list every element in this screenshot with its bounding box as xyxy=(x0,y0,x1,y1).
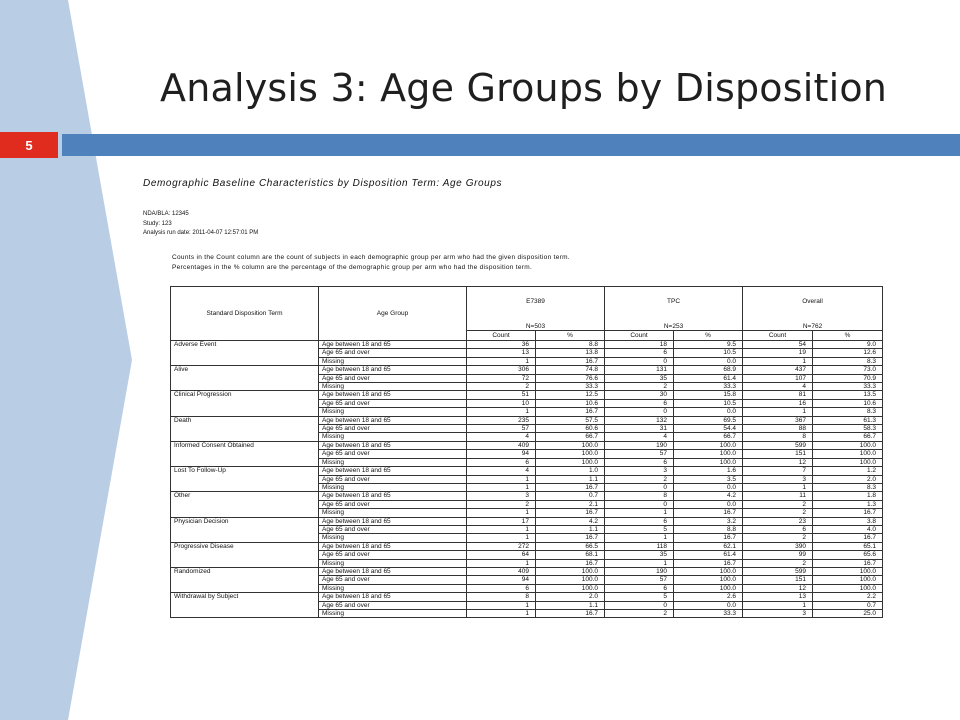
percent-cell: 0.7 xyxy=(536,492,605,500)
percent-cell: 74.8 xyxy=(536,366,605,374)
count-cell: 1 xyxy=(467,483,536,491)
count-cell: 57 xyxy=(605,576,674,584)
percent-cell: 100.0 xyxy=(536,584,605,592)
disposition-term-cell: Lost To Follow-Up xyxy=(171,467,319,492)
percent-cell: 0.0 xyxy=(674,601,743,609)
count-cell: 1 xyxy=(467,601,536,609)
age-group-cell: Age 65 and over xyxy=(319,450,467,458)
count-cell: 6 xyxy=(467,584,536,592)
count-cell: 81 xyxy=(743,391,813,399)
percent-cell: 54.4 xyxy=(674,425,743,433)
percent-cell: 100.0 xyxy=(813,567,883,575)
age-group-cell: Missing xyxy=(319,559,467,567)
age-group-cell: Age between 18 and 65 xyxy=(319,416,467,424)
count-cell: 88 xyxy=(743,425,813,433)
table-row xyxy=(171,467,883,475)
percent-cell: 66.7 xyxy=(813,433,883,441)
percent-cell: 0.7 xyxy=(813,601,883,609)
table-row xyxy=(171,567,883,575)
age-group-cell: Age 65 and over xyxy=(319,399,467,407)
percent-cell: 13.5 xyxy=(813,391,883,399)
percent-cell: 16.7 xyxy=(536,534,605,542)
count-cell: 1 xyxy=(605,559,674,567)
percent-cell: 8.3 xyxy=(813,408,883,416)
percent-cell: 68.9 xyxy=(674,366,743,374)
percent-cell: 3.8 xyxy=(813,517,883,525)
header-count: Count xyxy=(743,331,813,341)
age-group-cell: Age between 18 and 65 xyxy=(319,341,467,349)
count-cell: 367 xyxy=(743,416,813,424)
disposition-term-cell: Clinical Progression xyxy=(171,391,319,416)
percent-cell: 69.5 xyxy=(674,416,743,424)
percent-cell: 66.7 xyxy=(674,433,743,441)
age-group-cell: Age between 18 and 65 xyxy=(319,366,467,374)
header-arm-name: Overall xyxy=(743,287,883,317)
disposition-term-cell: Alive xyxy=(171,366,319,391)
count-cell: 151 xyxy=(743,576,813,584)
count-cell: 132 xyxy=(605,416,674,424)
report-notes xyxy=(172,253,570,273)
count-cell: 437 xyxy=(743,366,813,374)
count-cell: 6 xyxy=(605,517,674,525)
count-cell: 7 xyxy=(743,467,813,475)
percent-cell: 8.8 xyxy=(674,525,743,533)
disposition-term-cell: Other xyxy=(171,492,319,517)
count-cell: 8 xyxy=(743,433,813,441)
percent-cell: 3.5 xyxy=(674,475,743,483)
percent-cell: 9.5 xyxy=(674,341,743,349)
percent-cell: 16.7 xyxy=(536,610,605,618)
count-cell: 599 xyxy=(743,567,813,575)
header-arm-n: N=503 xyxy=(467,317,605,331)
count-cell: 2 xyxy=(605,475,674,483)
count-cell: 3 xyxy=(743,475,813,483)
percent-cell: 16.7 xyxy=(813,534,883,542)
percent-cell: 70.9 xyxy=(813,374,883,382)
disposition-term-cell: Withdrawal by Subject xyxy=(171,593,319,618)
percent-cell: 100.0 xyxy=(813,441,883,449)
percent-cell: 12.5 xyxy=(536,391,605,399)
slide-title: Analysis 3: Age Groups by Disposition xyxy=(160,66,888,110)
percent-cell: 100.0 xyxy=(536,576,605,584)
age-group-cell: Missing xyxy=(319,458,467,466)
count-cell: 72 xyxy=(467,374,536,382)
count-cell: 57 xyxy=(605,450,674,458)
percent-cell: 61.3 xyxy=(813,416,883,424)
age-group-cell: Age between 18 and 65 xyxy=(319,542,467,550)
count-cell: 54 xyxy=(743,341,813,349)
percent-cell: 4.0 xyxy=(813,525,883,533)
count-cell: 35 xyxy=(605,551,674,559)
count-cell: 36 xyxy=(467,341,536,349)
age-group-cell: Age between 18 and 65 xyxy=(319,492,467,500)
count-cell: 6 xyxy=(605,458,674,466)
percent-cell: 16.7 xyxy=(536,408,605,416)
age-group-cell: Age 65 and over xyxy=(319,551,467,559)
percent-cell: 0.0 xyxy=(674,357,743,365)
count-cell: 3 xyxy=(605,467,674,475)
percent-cell: 16.7 xyxy=(813,559,883,567)
percent-cell: 2.1 xyxy=(536,500,605,508)
percent-cell: 0.0 xyxy=(674,483,743,491)
percent-cell: 15.8 xyxy=(674,391,743,399)
percent-cell: 10.6 xyxy=(536,399,605,407)
age-group-cell: Missing xyxy=(319,483,467,491)
count-cell: 35 xyxy=(605,374,674,382)
age-group-cell: Missing xyxy=(319,433,467,441)
percent-cell: 1.0 xyxy=(536,467,605,475)
header-arm-n: N=253 xyxy=(605,317,743,331)
count-cell: 107 xyxy=(743,374,813,382)
age-group-cell: Missing xyxy=(319,408,467,416)
count-cell: 409 xyxy=(467,567,536,575)
table-row xyxy=(171,416,883,424)
count-cell: 64 xyxy=(467,551,536,559)
header-arm-name: E7389 xyxy=(467,287,605,317)
age-group-cell: Age 65 and over xyxy=(319,374,467,382)
percent-cell: 1.1 xyxy=(536,475,605,483)
table-row xyxy=(171,391,883,399)
percent-cell: 2.0 xyxy=(813,475,883,483)
count-cell: 2 xyxy=(743,534,813,542)
count-cell: 18 xyxy=(605,341,674,349)
table-row xyxy=(171,366,883,374)
count-cell: 4 xyxy=(743,383,813,391)
percent-cell: 66.7 xyxy=(536,433,605,441)
left-decorative-shape xyxy=(0,0,140,720)
count-cell: 1 xyxy=(467,357,536,365)
percent-cell: 16.7 xyxy=(536,509,605,517)
count-cell: 1 xyxy=(467,534,536,542)
count-cell: 118 xyxy=(605,542,674,550)
percent-cell: 100.0 xyxy=(674,450,743,458)
age-group-cell: Missing xyxy=(319,383,467,391)
percent-cell: 8.3 xyxy=(813,357,883,365)
age-group-cell: Missing xyxy=(319,584,467,592)
header-count: Count xyxy=(605,331,674,341)
percent-cell: 33.3 xyxy=(536,383,605,391)
count-cell: 0 xyxy=(605,500,674,508)
count-cell: 151 xyxy=(743,450,813,458)
percent-cell: 100.0 xyxy=(536,458,605,466)
count-cell: 23 xyxy=(743,517,813,525)
count-cell: 1 xyxy=(605,509,674,517)
age-group-cell: Age 65 and over xyxy=(319,601,467,609)
count-cell: 1 xyxy=(467,509,536,517)
report-title: Demographic Baseline Characteristics by Disposition Term: Age Groups xyxy=(143,178,503,189)
table-row xyxy=(171,593,883,601)
disposition-term-cell: Adverse Event xyxy=(171,341,319,366)
percent-cell: 1.6 xyxy=(674,467,743,475)
title-underline-bar xyxy=(62,134,960,156)
percent-cell: 76.6 xyxy=(536,374,605,382)
count-cell: 390 xyxy=(743,542,813,550)
percent-cell: 100.0 xyxy=(813,576,883,584)
count-cell: 272 xyxy=(467,542,536,550)
header-count: Count xyxy=(467,331,536,341)
percent-cell: 8.3 xyxy=(813,483,883,491)
percent-cell: 58.3 xyxy=(813,425,883,433)
percent-cell: 61.4 xyxy=(674,551,743,559)
count-cell: 2 xyxy=(743,509,813,517)
header-arm-name: TPC xyxy=(605,287,743,317)
age-group-cell: Age between 18 and 65 xyxy=(319,467,467,475)
percent-cell: 100.0 xyxy=(674,441,743,449)
count-cell: 16 xyxy=(743,399,813,407)
percent-cell: 13.8 xyxy=(536,349,605,357)
count-cell: 2 xyxy=(743,500,813,508)
age-group-cell: Age 65 and over xyxy=(319,525,467,533)
count-cell: 1 xyxy=(467,475,536,483)
count-cell: 1 xyxy=(467,559,536,567)
count-cell: 599 xyxy=(743,441,813,449)
count-cell: 0 xyxy=(605,357,674,365)
count-cell: 4 xyxy=(467,467,536,475)
count-cell: 31 xyxy=(605,425,674,433)
count-cell: 0 xyxy=(605,483,674,491)
percent-cell: 100.0 xyxy=(813,584,883,592)
count-cell: 235 xyxy=(467,416,536,424)
header-term: Standard Disposition Term xyxy=(171,287,319,341)
percent-cell: 2.0 xyxy=(536,593,605,601)
header-age-group: Age Group xyxy=(319,287,467,341)
meta-nda: NDA/BLA: 12345 xyxy=(143,211,189,217)
percent-cell: 8.8 xyxy=(536,341,605,349)
count-cell: 1 xyxy=(467,408,536,416)
percent-cell: 33.3 xyxy=(674,383,743,391)
percent-cell: 73.0 xyxy=(813,366,883,374)
count-cell: 6 xyxy=(605,584,674,592)
header-percent: % xyxy=(813,331,883,341)
percent-cell: 10.6 xyxy=(813,399,883,407)
count-cell: 190 xyxy=(605,567,674,575)
table-row xyxy=(171,542,883,550)
percent-cell: 62.1 xyxy=(674,542,743,550)
count-cell: 13 xyxy=(467,349,536,357)
count-cell: 30 xyxy=(605,391,674,399)
age-group-cell: Age 65 and over xyxy=(319,576,467,584)
count-cell: 1 xyxy=(467,610,536,618)
count-cell: 409 xyxy=(467,441,536,449)
count-cell: 131 xyxy=(605,366,674,374)
percent-cell: 1.1 xyxy=(536,601,605,609)
age-group-cell: Age between 18 and 65 xyxy=(319,441,467,449)
percent-cell: 3.2 xyxy=(674,517,743,525)
age-group-cell: Missing xyxy=(319,610,467,618)
meta-run-date: Analysis run date: 2011-04-07 12:57:01 PM xyxy=(143,230,259,236)
percent-cell: 1.2 xyxy=(813,467,883,475)
percent-cell: 1.1 xyxy=(536,525,605,533)
age-group-cell: Age 65 and over xyxy=(319,500,467,508)
page-number-badge: 5 xyxy=(0,132,58,158)
percent-cell: 61.4 xyxy=(674,374,743,382)
percent-cell: 65.6 xyxy=(813,551,883,559)
count-cell: 94 xyxy=(467,576,536,584)
age-group-cell: Age between 18 and 65 xyxy=(319,567,467,575)
age-group-cell: Age 65 and over xyxy=(319,349,467,357)
report-meta xyxy=(143,210,258,239)
disposition-term-cell: Informed Consent Obtained xyxy=(171,441,319,466)
age-group-cell: Missing xyxy=(319,357,467,365)
percent-cell: 100.0 xyxy=(674,584,743,592)
count-cell: 12 xyxy=(743,458,813,466)
percent-cell: 66.5 xyxy=(536,542,605,550)
count-cell: 99 xyxy=(743,551,813,559)
percent-cell: 60.6 xyxy=(536,425,605,433)
count-cell: 2 xyxy=(467,500,536,508)
percent-cell: 16.7 xyxy=(536,483,605,491)
count-cell: 2 xyxy=(743,559,813,567)
count-cell: 11 xyxy=(743,492,813,500)
count-cell: 17 xyxy=(467,517,536,525)
count-cell: 1 xyxy=(743,483,813,491)
count-cell: 51 xyxy=(467,391,536,399)
count-cell: 57 xyxy=(467,425,536,433)
count-cell: 1 xyxy=(467,525,536,533)
count-cell: 94 xyxy=(467,450,536,458)
percent-cell: 100.0 xyxy=(674,576,743,584)
count-cell: 2 xyxy=(605,383,674,391)
percent-cell: 10.5 xyxy=(674,349,743,357)
percent-cell: 16.7 xyxy=(536,357,605,365)
percent-cell: 25.0 xyxy=(813,610,883,618)
count-cell: 4 xyxy=(605,433,674,441)
percent-cell: 4.2 xyxy=(536,517,605,525)
disposition-term-cell: Death xyxy=(171,416,319,441)
table-row xyxy=(171,492,883,500)
count-cell: 3 xyxy=(743,610,813,618)
count-cell: 1 xyxy=(743,408,813,416)
count-cell: 5 xyxy=(605,525,674,533)
age-group-cell: Missing xyxy=(319,534,467,542)
table-row xyxy=(171,341,883,349)
percent-cell: 100.0 xyxy=(813,458,883,466)
percent-cell: 100.0 xyxy=(674,567,743,575)
age-group-cell: Age between 18 and 65 xyxy=(319,517,467,525)
percent-cell: 2.2 xyxy=(813,593,883,601)
age-group-cell: Age 65 and over xyxy=(319,475,467,483)
percent-cell: 100.0 xyxy=(813,450,883,458)
count-cell: 8 xyxy=(467,593,536,601)
count-cell: 0 xyxy=(605,408,674,416)
percent-cell: 16.7 xyxy=(536,559,605,567)
count-cell: 13 xyxy=(743,593,813,601)
count-cell: 10 xyxy=(467,399,536,407)
count-cell: 6 xyxy=(605,349,674,357)
count-cell: 12 xyxy=(743,584,813,592)
percent-cell: 16.7 xyxy=(674,534,743,542)
count-cell: 1 xyxy=(605,534,674,542)
percent-cell: 16.7 xyxy=(813,509,883,517)
table-row xyxy=(171,517,883,525)
count-cell: 1 xyxy=(743,357,813,365)
count-cell: 8 xyxy=(605,492,674,500)
count-cell: 6 xyxy=(743,525,813,533)
note-percent: Percentages in the % column are the percentage of the demographic group per arm who had the disposition term. xyxy=(172,264,533,271)
age-group-cell: Age 65 and over xyxy=(319,425,467,433)
count-cell: 5 xyxy=(605,593,674,601)
count-cell: 2 xyxy=(467,383,536,391)
percent-cell: 9.0 xyxy=(813,341,883,349)
percent-cell: 1.3 xyxy=(813,500,883,508)
percent-cell: 65.1 xyxy=(813,542,883,550)
count-cell: 306 xyxy=(467,366,536,374)
percent-cell: 0.0 xyxy=(674,500,743,508)
count-cell: 3 xyxy=(467,492,536,500)
percent-cell: 10.5 xyxy=(674,399,743,407)
disposition-term-cell: Randomized xyxy=(171,567,319,592)
table-row xyxy=(171,441,883,449)
percent-cell: 68.1 xyxy=(536,551,605,559)
percent-cell: 12.6 xyxy=(813,349,883,357)
count-cell: 0 xyxy=(605,601,674,609)
count-cell: 190 xyxy=(605,441,674,449)
header-arm-n: N=762 xyxy=(743,317,883,331)
percent-cell: 100.0 xyxy=(536,567,605,575)
count-cell: 19 xyxy=(743,349,813,357)
percent-cell: 100.0 xyxy=(536,441,605,449)
percent-cell: 16.7 xyxy=(674,559,743,567)
age-group-cell: Age between 18 and 65 xyxy=(319,391,467,399)
table-body xyxy=(171,341,883,618)
percent-cell: 1.8 xyxy=(813,492,883,500)
percent-cell: 4.2 xyxy=(674,492,743,500)
percent-cell: 33.3 xyxy=(813,383,883,391)
percent-cell: 100.0 xyxy=(674,458,743,466)
count-cell: 1 xyxy=(743,601,813,609)
percent-cell: 57.5 xyxy=(536,416,605,424)
count-cell: 6 xyxy=(605,399,674,407)
meta-study: Study: 123 xyxy=(143,220,172,227)
percent-cell: 100.0 xyxy=(536,450,605,458)
disposition-term-cell: Progressive Disease xyxy=(171,542,319,567)
percent-cell: 2.6 xyxy=(674,593,743,601)
percent-cell: 0.0 xyxy=(674,408,743,416)
age-group-cell: Age between 18 and 65 xyxy=(319,593,467,601)
age-group-cell: Missing xyxy=(319,509,467,517)
count-cell: 6 xyxy=(467,458,536,466)
count-cell: 2 xyxy=(605,610,674,618)
count-cell: 4 xyxy=(467,433,536,441)
note-count: Counts in the Count column are the count of subjects in each demographic group per arm who had the given disposition term. xyxy=(172,254,570,261)
percent-cell: 16.7 xyxy=(674,509,743,517)
percent-cell: 33.3 xyxy=(674,610,743,618)
disposition-term-cell: Physician Decision xyxy=(171,517,319,542)
header-percent: % xyxy=(536,331,605,341)
header-percent: % xyxy=(674,331,743,341)
disposition-table xyxy=(170,286,883,618)
